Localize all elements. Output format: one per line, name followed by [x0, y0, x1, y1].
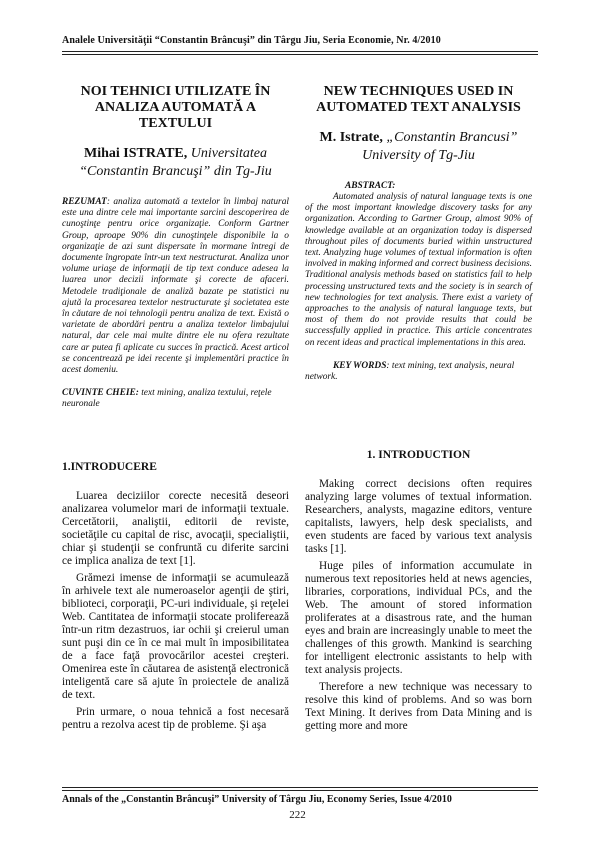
section-title-ro: 1.INTRODUCERE: [62, 461, 157, 473]
author-affiliation-en: „Constantin Brancusi” University of Tg-Jiu: [362, 130, 518, 163]
paragraph-ro-2: Grămezi imense de informaţii se acumulează în arhivele text ale numeroaselor agenţii de ştiri, biblioteci, corporaţii, PC-uri individuale, şi reţelei Web. Cantitatea de informaţii stocate proliferează într-un ritm dezastruos, iar ochii şi creierul uman sunt puşi din ce în ce mai mult în imposibilitatea de a face faţă provocărilor acestei creşteri. Omenirea este în căutarea de asistenţă electronică inteligentă care să ajute în proiectele de analiză de text.: [62, 572, 289, 701]
paragraph-ro-3: Prin urmare, o noua tehnică a fost necesară pentru a rezolva acest tip de probleme. Şi aşa: [62, 706, 289, 731]
right-column-front-matter: [305, 84, 532, 383]
header-rule: [62, 51, 538, 52]
running-head: Analele Universităţii “Constantin Brâncuşi” din Târgu Jiu, Seria Economie, Nr. 4/2010: [62, 35, 441, 46]
page-number: 222: [289, 809, 306, 821]
abstract-label-ro: REZUMAT: [62, 197, 107, 207]
keywords-en: [305, 361, 532, 383]
paragraph-en-3: Therefore a new technique was necessary to resolve this kind of problems. And so was born Text Mining. It derives from Data Mining and is getting more and more: [305, 681, 532, 732]
left-column-front-matter: [62, 84, 289, 411]
right-column-body: [305, 449, 532, 733]
title-ro: NOI TEHNICI UTILIZATE ÎN ANALIZA AUTOMATĂ A TEXTULUI: [80, 84, 271, 131]
abstract-ro: [62, 197, 289, 376]
footer-rule: [62, 787, 538, 788]
section-title-en: 1. INTRODUCTION: [366, 449, 471, 461]
abstract-text-ro: : analiza automată a textelor în limbaj natural este una dintre cele mai importante sarcini descoperirea de cunoştinţe pentru orice organizaţie. Conform Gartner Group, aproape 90% din cunoştinţele disponibile la o organizaţie de azi sunt dispersate în mormane întregi de documente îngropate într-un text nestructurat. Analiza unor volume uriaşe de informaţii de tip text conduce adesea la luarea unor decizii informate şi corecte de afaceri. Metodele tradiţionale de analiză bazate pe statistici nu ajută la procesarea textelor nestructurate şi societatea este în căutare de noi tehnologii pentru analiza de text. Există o varietate de abordări pentru a analiza textelor limbajului natural, dar cele mai multe dintre ele nu ofera rezultate care ar putea fi aplicate cu succes în practică. Acest articol se concentrează pe idei recente şi implementări practice în acest domeniu.: [62, 197, 289, 376]
running-foot: Annals of the „Constantin Brâncuşi” University of Târgu Jiu, Economy Series, Issue 4/2010: [62, 794, 452, 805]
author-name-ro: Mihai ISTRATE,: [84, 146, 188, 161]
paragraph-en-2: Huge piles of information accumulate in numerous text repositories held at news agencies, libraries, corporations, individual PCs, and the Web. The amount of stored information proliferates at a disastrous rate, and the human eyes and brain are increasingly unable to meet the challenges of this growth. Mankind is searching for intelligent electronic assistants to help with text analysis projects.: [305, 560, 532, 676]
author-ro: [62, 145, 289, 181]
abstract-text-en: Automated analysis of natural language texts is one of the most important knowledge discovery tasks for any organization. According to Gartner Group, almost 90% of knowledge available at an organization today is dispersed throughout piles of documents buried within unstructured text. Analyzing huge volumes of textual information is often involved in making informed and correct business decisions. Traditional analysis methods based on statistics fail to help processing unstructured texts and the society is in search of new technologies for text analysis. There exist a variety of approaches to the analysis of natural language texts, but most of them do not provide results that could be successfully applied in practice. This article concentrates on recent ideas and practical implementations in this area.: [305, 192, 532, 348]
keywords-text-en: : text mining, text analysis, neural network.: [305, 360, 515, 383]
author-affiliation-ro: Universitatea “Constantin Brancuşi” din Tg-Jiu: [79, 146, 272, 179]
header-rule-secondary: [62, 54, 538, 55]
keywords-label-en: KEY WORDS: [333, 360, 387, 371]
paragraph-en-1: Making correct decisions often requires analyzing large volumes of textual information. Researchers, analysts, magazine editors, venture capitalists, lawyers, help desk specialists, and even students are faced by various text analysis tasks [1].: [305, 478, 532, 555]
abstract-label-en: ABSTRACT:: [345, 181, 396, 191]
footer-rule-secondary: [62, 790, 538, 791]
keywords-ro: [62, 388, 289, 410]
title-en: NEW TECHNIQUES USED IN AUTOMATED TEXT ANALYSIS: [316, 84, 521, 115]
paragraph-ro-1: Luarea deciziilor corecte necesită deseori analizarea volumelor mari de informaţii textuale. Cercetătorii, analiştii, editorii de reviste, societăţile cu capital de risc, avocaţii, specialiştii, chiar şi studenţii se confruntă cu diferite sarcini ce implica analiza de text [1].: [62, 490, 289, 567]
keywords-label-ro: CUVINTE CHEIE:: [62, 388, 139, 399]
keywords-text-ro: text mining, analiza textului, reţele neuronale: [62, 388, 272, 410]
left-column-body: [62, 461, 289, 732]
author-en: [305, 129, 532, 165]
author-name-en: M. Istrate,: [319, 130, 383, 145]
